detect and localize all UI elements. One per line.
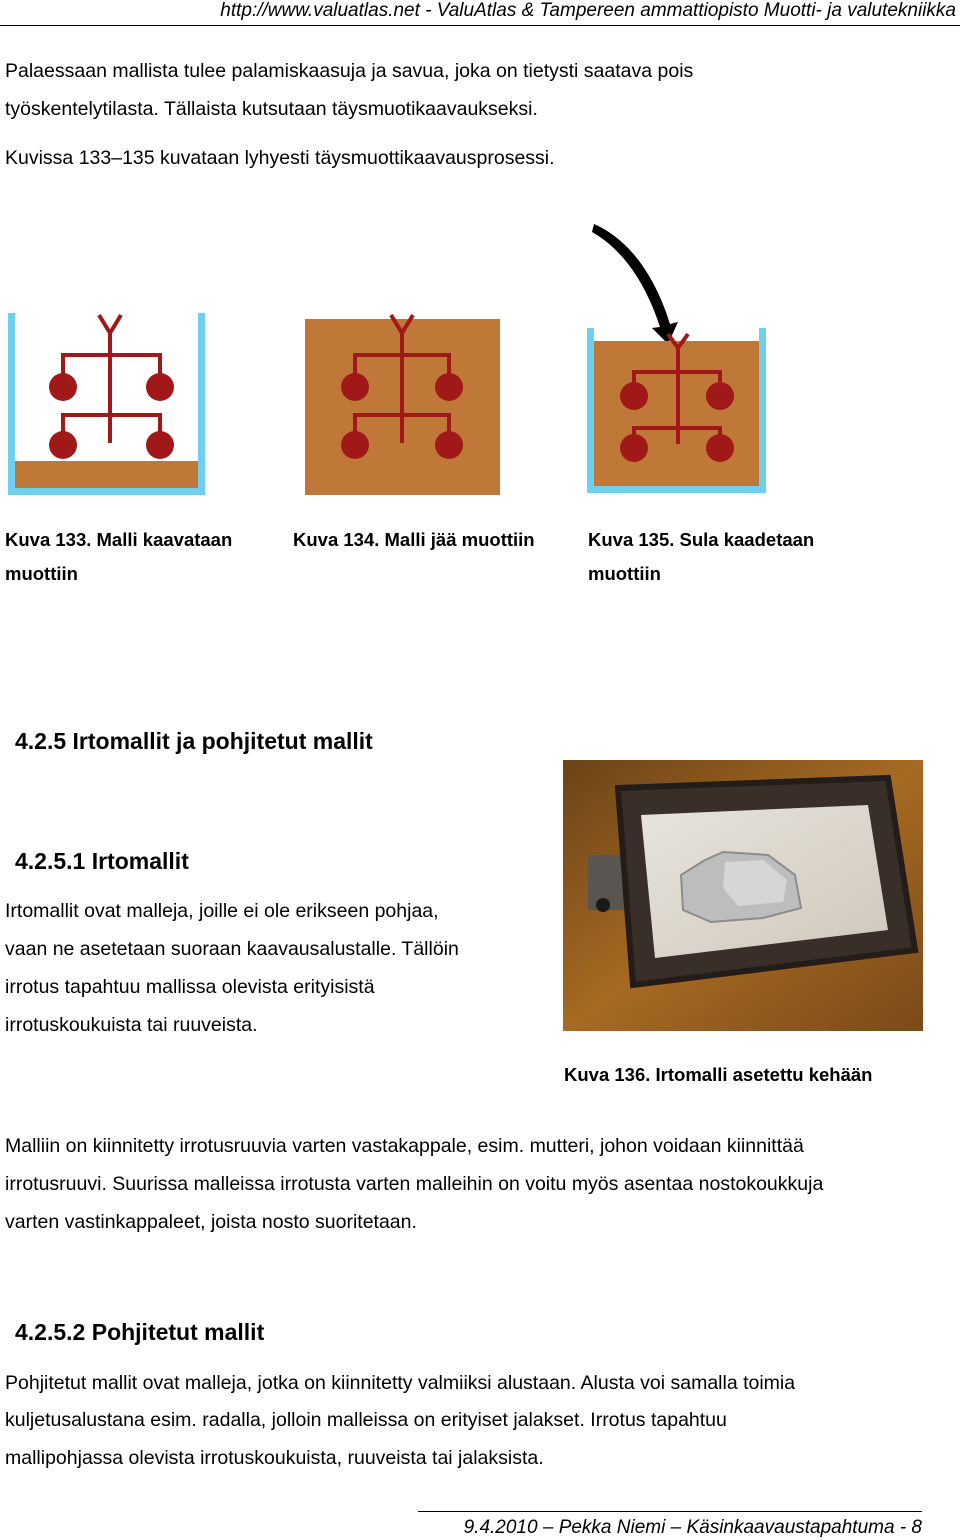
figure-133-diagram	[5, 303, 215, 498]
para-pohjitetut-line-2: kuljetusalustana esim. radalla, jolloin malleissa on erityiset jalakset. Irrotus tapahtuu	[5, 1409, 727, 1431]
figure-133-caption-line-2: muottiin	[5, 563, 78, 584]
para-irtomallit-line-2: vaan ne asetetaan suoraan kaavausalustalle. Tällöin	[5, 938, 459, 960]
flask-wall-right	[198, 313, 205, 495]
figure-135-caption-line-2: muottiin	[588, 563, 661, 584]
intro-line-2: työskentelytilasta. Tällaista kutsutaan täysmuotikaavaukseksi.	[5, 98, 538, 120]
flask-wall-left	[587, 328, 594, 493]
figure-135-diagram	[582, 196, 772, 498]
casting-ball	[341, 431, 369, 459]
casting-ball	[706, 382, 734, 410]
page-footer	[418, 1511, 922, 1538]
section-heading-4-2-5: 4.2.5 Irtomallit ja pohjitetut mallit	[15, 728, 373, 754]
figure-136-photo	[563, 760, 923, 1031]
figure-136-caption: Kuva 136. Irtomalli asetettu kehään	[564, 1064, 873, 1085]
intro-line-1: Palaessaan mallista tulee palamiskaasuja ja savua, joka on tietysti saatava pois	[5, 60, 694, 82]
gating-pattern	[63, 315, 160, 443]
figure-134-caption: Kuva 134. Malli jää muottiin	[293, 529, 535, 550]
header-text: http://www.valuatlas.net - ValuAtlas & Tampereen ammattiopisto Muotti- ja valutekniikka	[220, 0, 956, 21]
casting-ball	[620, 434, 648, 462]
sand-layer	[13, 461, 199, 492]
casting-ball	[435, 431, 463, 459]
para-malliin-line-1: Malliin on kiinnitetty irrotusruuvia varten vastakappale, esim. mutteri, johon voidaan kiinnittää	[5, 1135, 804, 1157]
para-irtomallit-line-3: irrotus tapahtuu mallissa olevista erityisistä	[5, 976, 375, 998]
footer-text: 9.4.2010 – Pekka Niemi – Käsinkaavaustapahtuma - 8	[463, 1517, 922, 1538]
para-irtomallit-line-1: Irtomallit ovat malleja, joille ei ole erikseen pohjaa,	[5, 900, 439, 922]
casting-ball	[706, 434, 734, 462]
section-heading-4-2-5-2: 4.2.5.2 Pohjitetut mallit	[15, 1319, 265, 1345]
casting-ball	[49, 431, 77, 459]
intro-line-3: Kuvissa 133–135 kuvataan lyhyesti täysmuottikaavausprosessi.	[5, 147, 555, 169]
casting-ball	[146, 373, 174, 401]
para-pohjitetut-line-1: Pohjitetut mallit ovat malleja, jotka on kiinnitetty valmiiksi alustaan. Alusta voi samalla toimia	[5, 1372, 796, 1394]
figure-133-caption-line-1: Kuva 133. Malli kaavataan	[5, 529, 233, 550]
para-pohjitetut-line-3: mallipohjassa olevista irrotuskoukuista, ruuveista tai jalaksista.	[5, 1447, 544, 1469]
page-header	[0, 0, 960, 26]
figure-135-caption-line-1: Kuva 135. Sula kaadetaan	[588, 529, 815, 550]
casting-ball	[341, 373, 369, 401]
casting-ball	[146, 431, 174, 459]
pouring-arrow-icon	[592, 224, 678, 344]
casting-ball	[435, 373, 463, 401]
para-irtomallit-line-4: irrotuskoukuista tai ruuveista.	[5, 1014, 258, 1036]
lug-hole	[596, 898, 610, 912]
para-malliin-line-3: varten vastinkappaleet, joista nosto suoritetaan.	[5, 1211, 417, 1233]
casting-ball	[49, 373, 77, 401]
flask-bottom	[587, 486, 766, 493]
flask-bottom	[8, 488, 205, 495]
flask-wall-left	[8, 313, 15, 495]
figure-134-diagram	[297, 303, 507, 498]
casting-ball	[620, 382, 648, 410]
section-heading-4-2-5-1: 4.2.5.1 Irtomallit	[15, 848, 189, 874]
flask-wall-right	[759, 328, 766, 493]
para-malliin-line-2: irrotusruuvi. Suurissa malleissa irrotusta varten malleihin on voitu myös asentaa nostokoukkuja	[5, 1173, 824, 1195]
